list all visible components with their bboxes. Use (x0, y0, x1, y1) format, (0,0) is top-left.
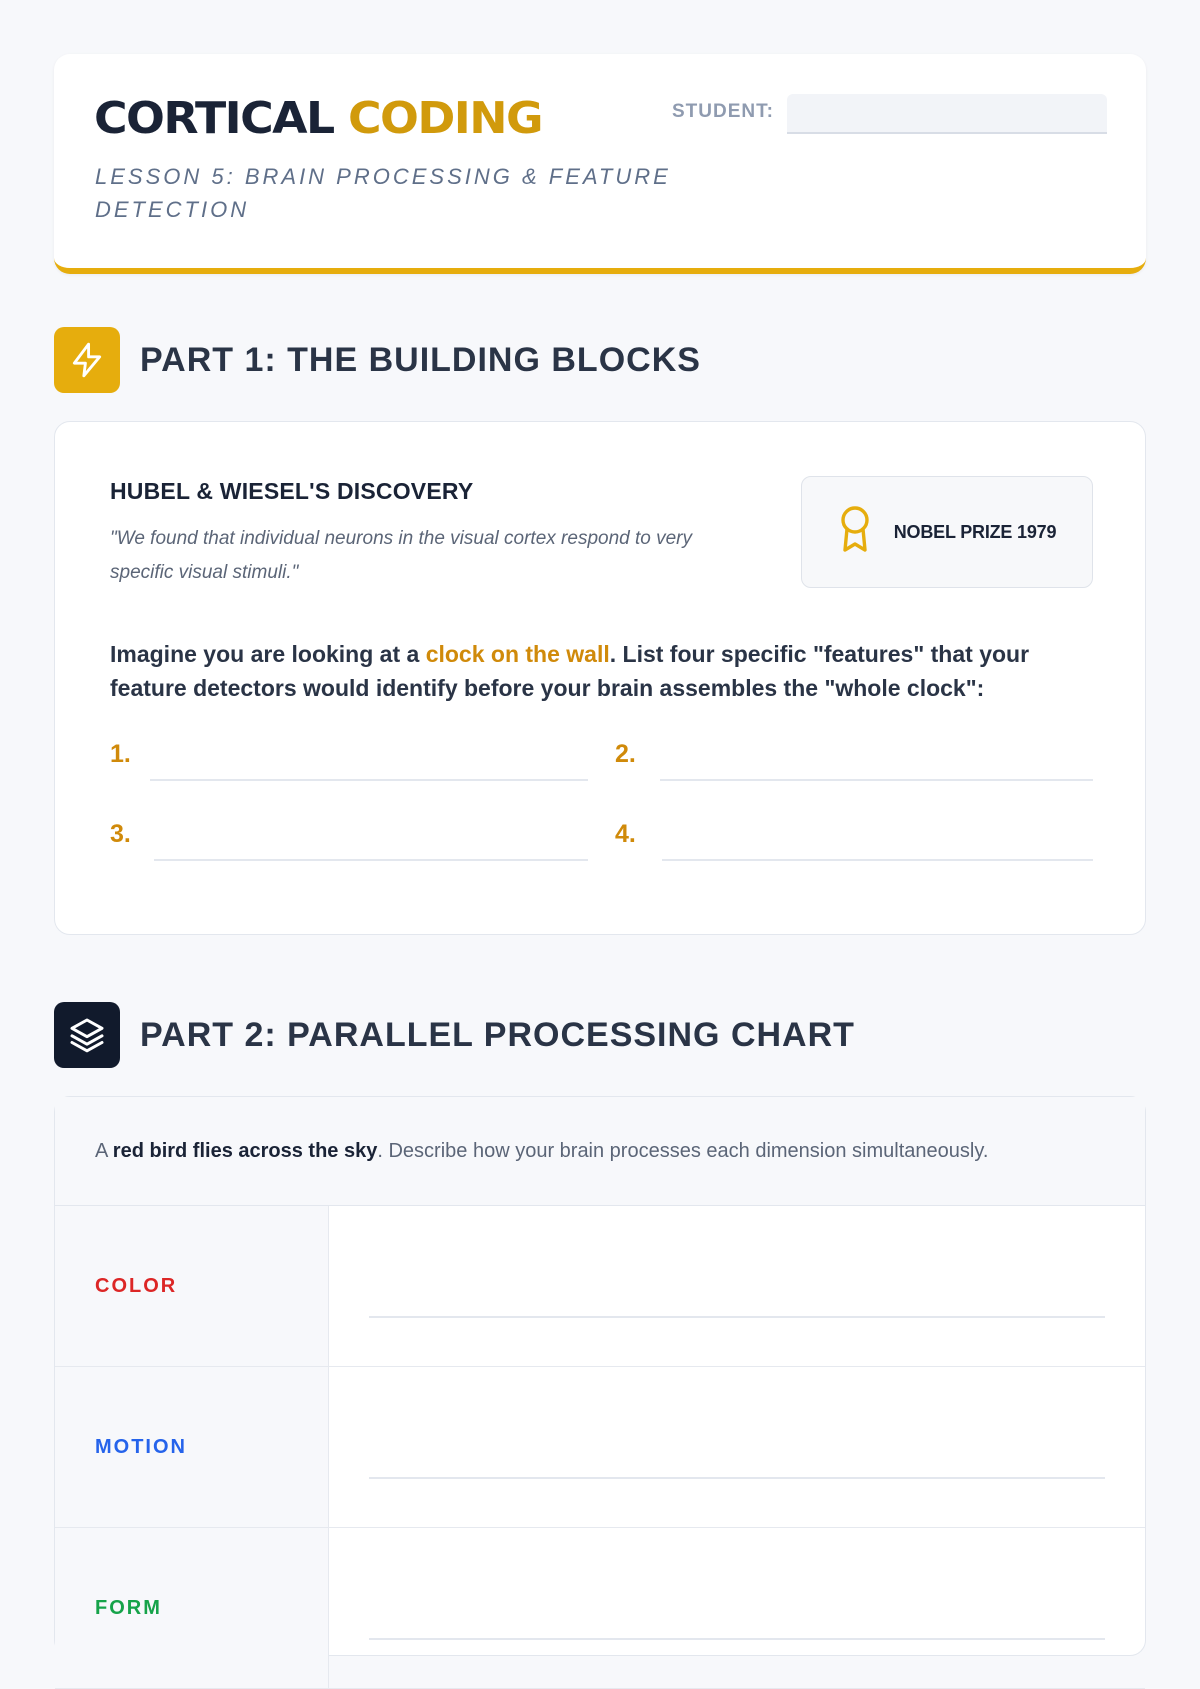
dimension-answer-line[interactable] (369, 1638, 1105, 1640)
dimension-answer-line[interactable] (369, 1477, 1105, 1479)
answer-number: 2. (615, 740, 636, 768)
dimension-answer-line[interactable] (369, 1316, 1105, 1318)
parallel-processing-chart (54, 1096, 1146, 1656)
dimension-answer-cell[interactable] (329, 1367, 1145, 1527)
discovery-quote: "We found that individual neurons in the visual cortex respond to very specific visual stimuli." (110, 528, 693, 583)
title-main: CORTICAL (94, 93, 334, 144)
answer-number: 1. (110, 740, 131, 768)
part2-header (54, 1002, 855, 1068)
dimension-row-form (55, 1528, 1145, 1689)
scenario-start: A (95, 1139, 113, 1162)
answer-line[interactable] (154, 821, 588, 861)
answer-field-4[interactable] (615, 820, 1093, 861)
nobel-label: NOBEL PRIZE 1979 (893, 521, 1057, 542)
part2-title: PART 2: PARALLEL PROCESSING CHART (140, 1015, 855, 1054)
part1-card (54, 421, 1146, 935)
part1-title: PART 1: THE BUILDING BLOCKS (140, 340, 701, 379)
student-label: STUDENT: (672, 101, 774, 122)
answer-field-3[interactable] (110, 820, 588, 861)
dimension-label: FORM (55, 1528, 329, 1688)
dimension-answer-cell[interactable] (329, 1528, 1145, 1688)
dimension-answer-cell[interactable] (329, 1206, 1145, 1366)
feature-prompt (110, 637, 1100, 705)
prompt-highlight: clock on the wall (425, 641, 610, 667)
answer-line[interactable] (660, 741, 1093, 781)
scenario-bold: red bird flies across the sky (112, 1139, 378, 1162)
dimension-label: MOTION (55, 1367, 329, 1527)
part1-header (54, 327, 701, 393)
prompt-text-start: Imagine you are looking at a (110, 641, 426, 667)
dimension-row-color (55, 1206, 1145, 1367)
student-name-input[interactable] (787, 94, 1107, 134)
award-ribbon-icon (838, 505, 872, 560)
title-accent: CODING (347, 93, 542, 144)
nobel-badge (801, 476, 1093, 588)
answer-number: 4. (615, 820, 636, 848)
scenario-end: . Describe how your brain processes each dimension simultaneously. (377, 1139, 989, 1162)
answer-field-1[interactable] (110, 740, 588, 781)
layers-icon (54, 1002, 120, 1068)
dimension-row-motion (55, 1367, 1145, 1528)
scenario-text (55, 1097, 1145, 1206)
answer-line[interactable] (150, 741, 588, 781)
page-title (94, 94, 542, 144)
discovery-title: HUBEL & WIESEL'S DISCOVERY (110, 478, 474, 504)
answer-field-2[interactable] (615, 740, 1093, 781)
prompt-text-end: . List four specific "features" that your feature detectors would identify before your brain assembles the "whole clock": (110, 641, 1030, 701)
answer-number: 3. (110, 820, 131, 848)
dimension-label: COLOR (55, 1206, 329, 1366)
lesson-subtitle: LESSON 5: BRAIN PROCESSING & FEATURE DETECTION (95, 164, 671, 222)
answer-line[interactable] (662, 821, 1093, 861)
worksheet-header (54, 54, 1146, 274)
lightning-icon (54, 327, 120, 393)
